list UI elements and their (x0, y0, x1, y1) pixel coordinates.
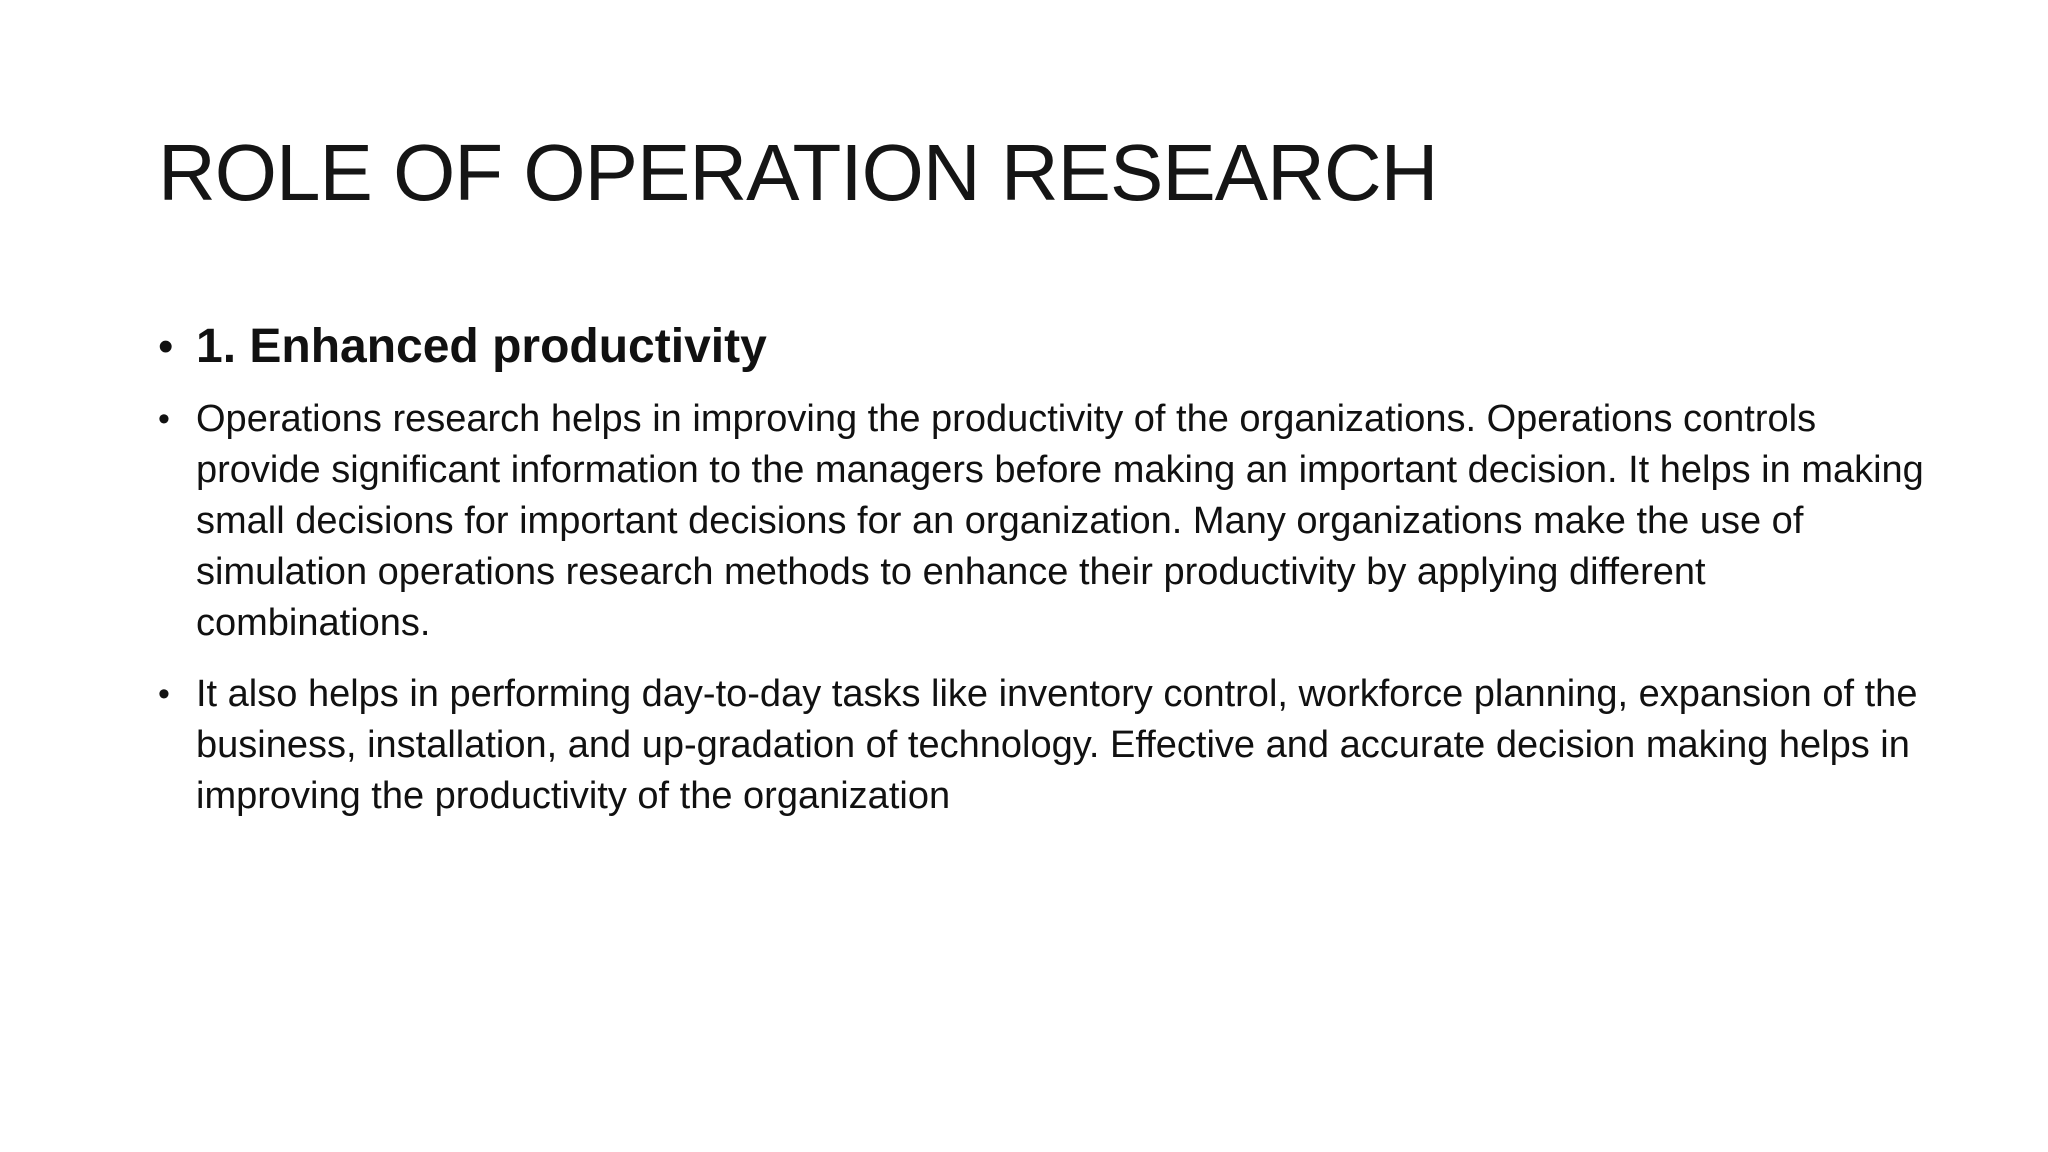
bullet-text: 1. Enhanced productivity (196, 320, 767, 373)
bullet-list (158, 310, 1928, 842)
bullet-dot-icon: • (158, 400, 170, 438)
bullet-text: Operations research helps in improving the productivity of the organizations. Operations controls provide significant information to the managers before making an important decision. It helps in making small decisions for important decisions for an organization. Many organizations make the use of simulation operations research methods to enhance their productivity by applying different combinations. (196, 398, 1924, 644)
bullet-dot-icon: • (158, 322, 174, 371)
slide-title: ROLE OF OPERATION RESEARCH (158, 128, 1438, 217)
bullet-item (158, 669, 1928, 822)
bullet-text: It also helps in performing day-to-day tasks like inventory control, workforce planning, expansion of the business, installation, and up-gradation of technology. Effective and accurate decision making helps in improving the productivity of the organization (196, 673, 1918, 817)
bullet-dot-icon: • (158, 675, 170, 713)
bullet-item-heading (158, 310, 1928, 384)
bullet-item (158, 394, 1928, 649)
